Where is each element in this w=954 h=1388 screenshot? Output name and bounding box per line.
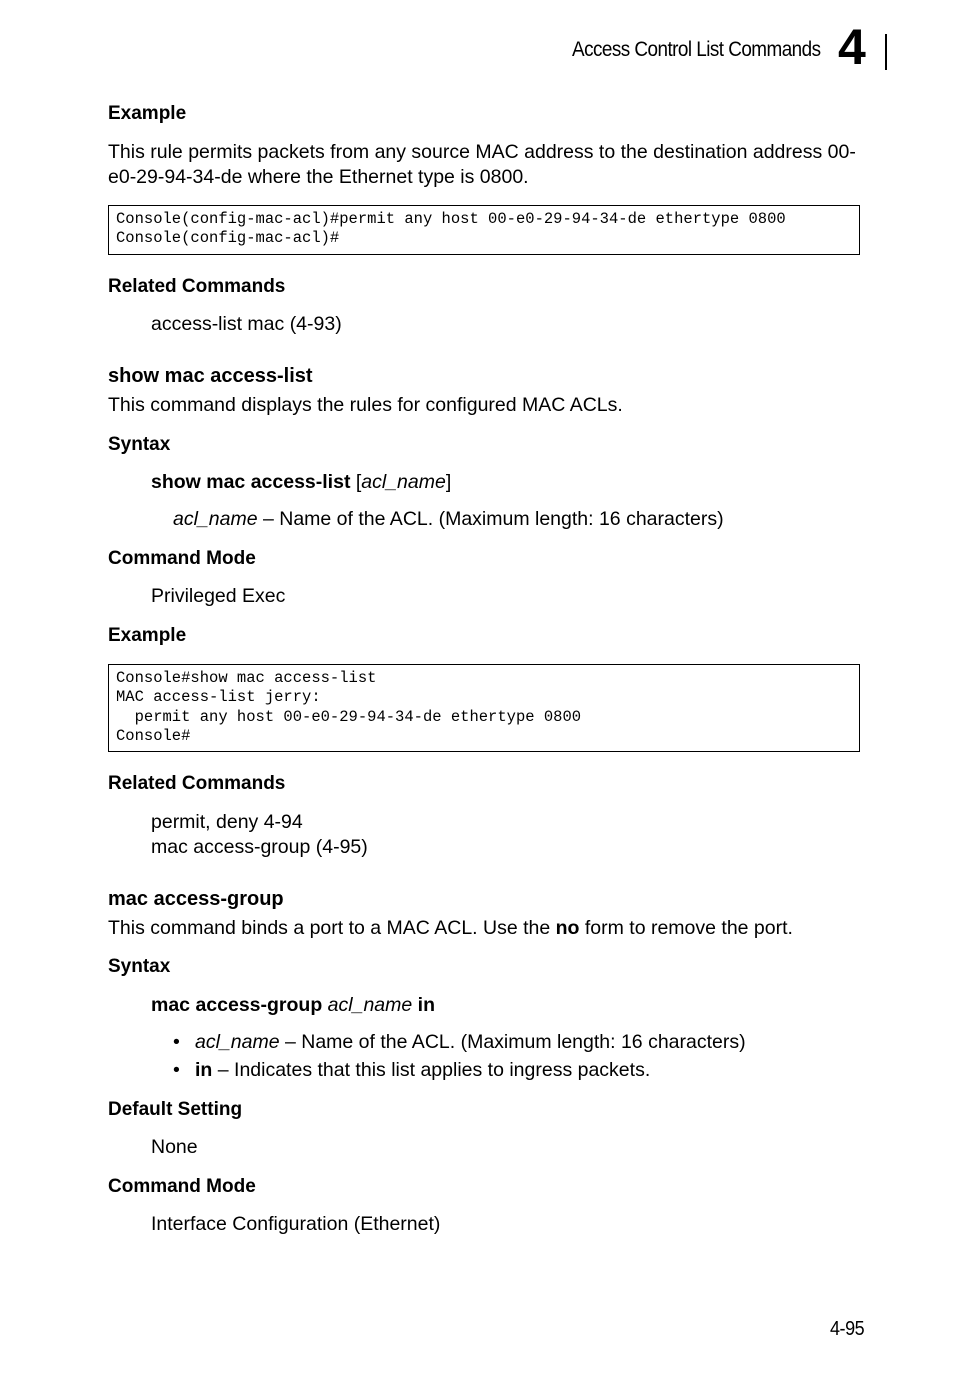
page-number: 4-95 xyxy=(830,1318,865,1340)
command-title: show mac access-list xyxy=(108,365,313,387)
bullet-item xyxy=(195,1031,746,1054)
related-command-item: access-list mac (4-93) xyxy=(151,313,342,335)
parameter-description: – Indicates that this list applies to ingress packets. xyxy=(212,1059,651,1081)
syntax-bracket-open: [ xyxy=(350,471,362,493)
parameter-line xyxy=(173,508,724,531)
description-text: form to remove the port. xyxy=(579,917,793,939)
syntax-command: show mac access-list xyxy=(151,471,351,493)
command-mode-value: Interface Configuration (Ethernet) xyxy=(151,1213,441,1235)
related-command-item: permit, deny 4-94 xyxy=(151,811,303,833)
syntax-line xyxy=(151,471,451,494)
example-text: This rule permits packets from any source MAC address to the destination address 00-e0-29-94-34-de where the Ethernet type is 0800. xyxy=(108,141,856,188)
chapter-number: 4 xyxy=(838,19,866,75)
syntax-line xyxy=(151,994,435,1017)
syntax-keyword: in xyxy=(417,994,435,1016)
command-mode-value: Privileged Exec xyxy=(151,585,286,607)
running-header: Access Control List Commands xyxy=(572,38,821,61)
example-heading: Example xyxy=(108,103,187,124)
code-block: Console(config-mac-acl)#permit any host 00-e0-29-94-34-de ethertype 0800 Console(config-mac-acl)# xyxy=(108,205,860,255)
parameter-description: – Name of the ACL. (Maximum length: 16 characters) xyxy=(279,1031,746,1053)
parameter-name: acl_name xyxy=(173,508,258,530)
parameter-description: – Name of the ACL. (Maximum length: 16 characters) xyxy=(257,508,724,530)
syntax-argument: acl_name xyxy=(327,994,413,1016)
syntax-argument: acl_name xyxy=(361,471,446,493)
default-setting-heading: Default Setting xyxy=(108,1099,243,1120)
code-block: Console#show mac access-list MAC access-list jerry: permit any host 00-e0-29-94-34-de ethertype 0800 Console# xyxy=(108,664,860,752)
bullet-item xyxy=(195,1059,650,1082)
bullet-mark: • xyxy=(173,1059,180,1081)
command-mode-heading: Command Mode xyxy=(108,1176,256,1197)
syntax-heading: Syntax xyxy=(108,956,171,977)
parameter-name: acl_name xyxy=(195,1031,280,1053)
bullet-mark: • xyxy=(173,1031,180,1053)
description-keyword: no xyxy=(555,917,580,939)
description-text: This command binds a port to a MAC ACL. Use the xyxy=(108,917,556,939)
syntax-heading: Syntax xyxy=(108,434,171,455)
example-heading: Example xyxy=(108,625,187,646)
chapter-tab-divider xyxy=(885,34,887,70)
parameter-name: in xyxy=(195,1059,213,1081)
syntax-bracket-close: ] xyxy=(445,471,452,493)
related-commands-heading: Related Commands xyxy=(108,773,286,794)
command-description: This command displays the rules for configured MAC ACLs. xyxy=(108,394,623,416)
related-command-item: mac access-group (4-95) xyxy=(151,836,368,858)
default-setting-value: None xyxy=(151,1136,198,1158)
command-title: mac access-group xyxy=(108,888,284,910)
related-commands-heading: Related Commands xyxy=(108,276,286,297)
command-description xyxy=(108,917,793,940)
command-mode-heading: Command Mode xyxy=(108,548,256,569)
syntax-command: mac access-group xyxy=(151,994,323,1016)
